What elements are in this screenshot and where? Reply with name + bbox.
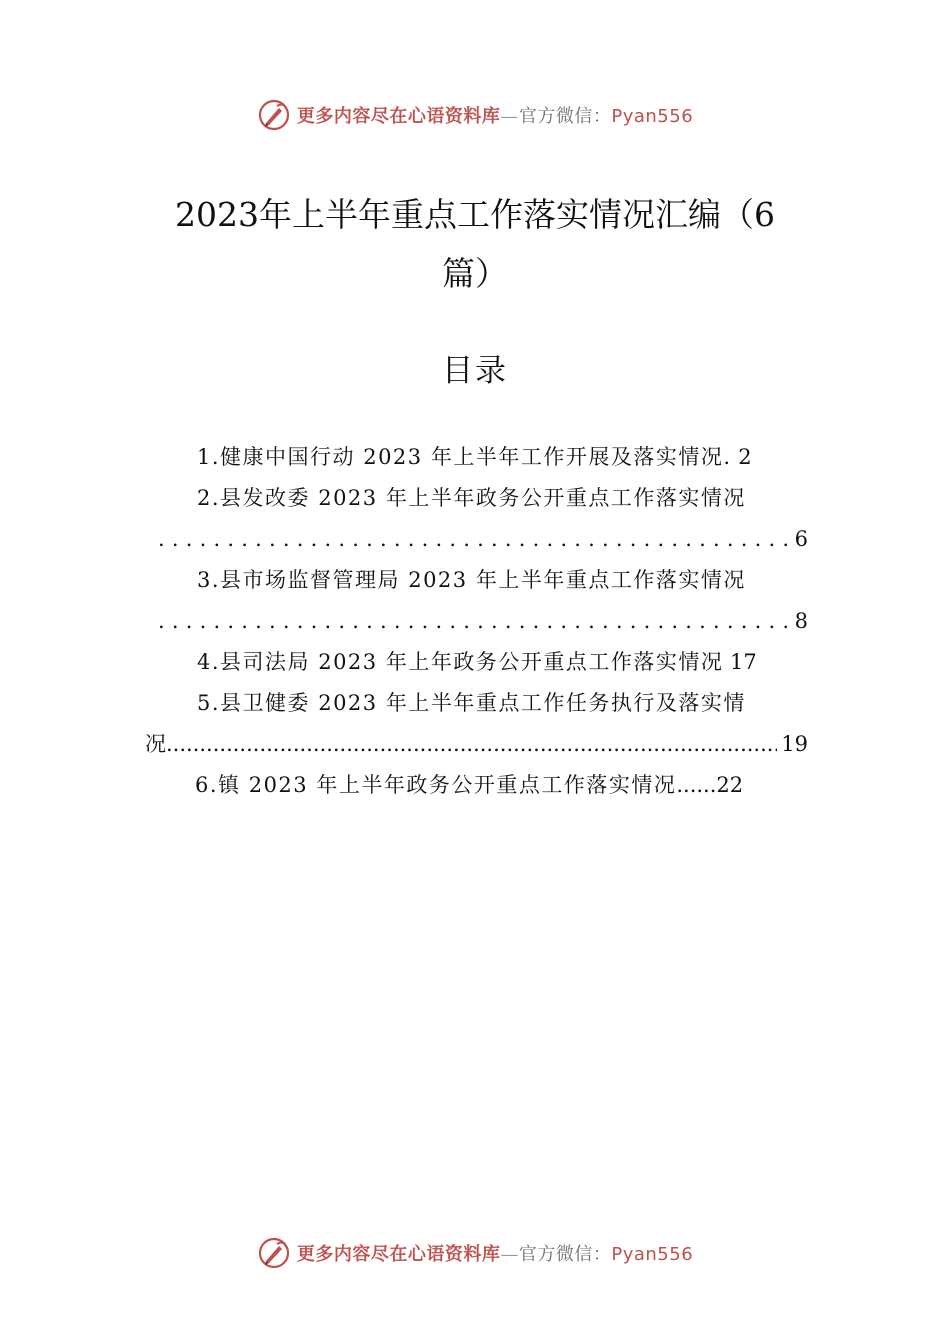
toc-entry-2[interactable] [197, 483, 746, 513]
toc-entry-1-text: 1.健康中国行动 2023 年上半年工作开展及落实情况. [197, 445, 732, 469]
toc-entry-3-text: 3.县市场监督管理局 2023 年上半年重点工作落实情况 [197, 568, 746, 592]
pen-logo-icon [257, 98, 291, 132]
toc-entry-4[interactable] [197, 647, 757, 677]
toc-entry-6-dot-leader: ...... [676, 773, 717, 797]
toc-entry-6-page: 22 [716, 773, 744, 797]
banner-separator: — [500, 106, 519, 127]
toc-entry-6-text: 6.镇 2023 年上半年政务公开重点工作落实情况 [195, 773, 677, 797]
toc-entry-2-text: 2.县发改委 2023 年上半年政务公开重点工作落实情况 [197, 486, 746, 510]
toc-entry-1-page: 2 [738, 445, 752, 469]
toc-entry-4-text: 4.县司法局 2023 年上年政务公开重点工作落实情况 [197, 650, 724, 674]
toc-entry-4-page: 17 [730, 650, 757, 674]
toc-entry-2-page: 6 [794, 527, 808, 551]
header-banner [0, 95, 950, 135]
toc-entry-1[interactable] [197, 442, 752, 472]
banner-text [297, 102, 693, 128]
footer-banner-wechat-id: Pyan556 [611, 1244, 694, 1265]
banner-brand: 更多内容尽在心语资料库 [296, 106, 501, 127]
footer-banner [0, 1233, 950, 1273]
toc-entry-2-leader-row[interactable] [158, 524, 808, 554]
document-title [150, 185, 800, 303]
toc-entry-3-dot-leader [158, 606, 791, 636]
toc-entry-3[interactable] [197, 565, 746, 595]
footer-banner-wechat-label: 官方微信： [518, 1244, 612, 1265]
toc-entry-5-leader-row[interactable] [145, 729, 808, 759]
toc-entry-2-dot-leader [158, 524, 791, 554]
banner-wechat-id: Pyan556 [611, 106, 694, 127]
toc-entry-6[interactable] [195, 770, 743, 800]
toc-entry-5[interactable] [197, 688, 746, 718]
footer-banner-brand: 更多内容尽在心语资料库 [296, 1244, 501, 1265]
document-title-line1: 2023年上半年重点工作落实情况汇编（6 [175, 195, 775, 234]
footer-banner-separator: — [500, 1244, 519, 1265]
toc-entry-5-page: 19 [781, 732, 808, 756]
toc-entry-5-continuation: 况 [145, 732, 166, 756]
toc-entry-5-dot-leader [166, 729, 777, 759]
document-title-line2: 篇） [442, 254, 508, 293]
footer-banner-text [297, 1240, 693, 1266]
pen-logo-icon [257, 1236, 291, 1270]
toc-heading: 目录 [442, 353, 508, 389]
toc-entry-3-leader-row[interactable] [158, 606, 808, 636]
toc-entry-3-page: 8 [794, 609, 808, 633]
toc-entry-5-text: 5.县卫健委 2023 年上半年重点工作任务执行及落实情 [197, 691, 746, 715]
banner-wechat-label: 官方微信： [518, 106, 612, 127]
